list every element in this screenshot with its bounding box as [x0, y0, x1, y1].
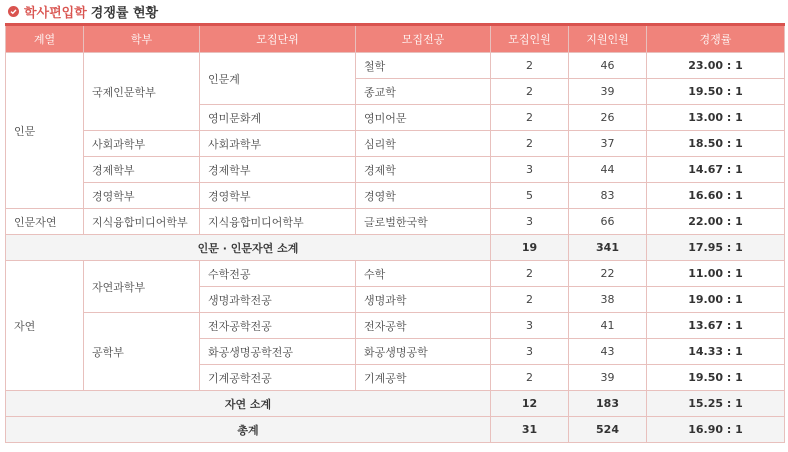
- header-rate: 경쟁률: [647, 25, 785, 53]
- major-cell: 영미어문: [356, 105, 491, 131]
- unit-cell: 인문계: [200, 53, 356, 105]
- quota-cell: 2: [491, 365, 569, 391]
- unit-cell: 경제학부: [200, 157, 356, 183]
- unit-cell: 기계공학전공: [200, 365, 356, 391]
- applicants-cell: 22: [569, 261, 647, 287]
- subtotal-row: [6, 391, 785, 417]
- total-quota: 31: [491, 417, 569, 443]
- subtotal-quota: 19: [491, 235, 569, 261]
- title-accent: 학사편입학: [24, 5, 87, 21]
- subtotal-label: 인문 · 인문자연 소계: [6, 235, 491, 261]
- faculty-cell: 경영학부: [84, 183, 200, 209]
- table-row: [6, 53, 785, 79]
- faculty-cell: 국제인문학부: [84, 53, 200, 131]
- applicants-cell: 66: [569, 209, 647, 235]
- table-row: [6, 131, 785, 157]
- applicants-cell: 83: [569, 183, 647, 209]
- applicants-cell: 44: [569, 157, 647, 183]
- subtotal-rate: 17.95 : 1: [647, 235, 785, 261]
- table-row: [6, 313, 785, 339]
- field-cell: 인문: [6, 53, 84, 209]
- quota-cell: 2: [491, 261, 569, 287]
- rate-cell: 19.00 : 1: [647, 287, 785, 313]
- unit-cell: 경영학부: [200, 183, 356, 209]
- table-row: [6, 209, 785, 235]
- header-field: 계열: [6, 25, 84, 53]
- rate-cell: 22.00 : 1: [647, 209, 785, 235]
- table-row: [6, 157, 785, 183]
- unit-cell: 수학전공: [200, 261, 356, 287]
- faculty-cell: 경제학부: [84, 157, 200, 183]
- unit-cell: 영미문화계: [200, 105, 356, 131]
- total-rate: 16.90 : 1: [647, 417, 785, 443]
- rate-cell: 23.00 : 1: [647, 53, 785, 79]
- field-cell: 인문자연: [6, 209, 84, 235]
- total-applicants: 524: [569, 417, 647, 443]
- unit-cell: 전자공학전공: [200, 313, 356, 339]
- major-cell: 심리학: [356, 131, 491, 157]
- total-row: [6, 417, 785, 443]
- rate-cell: 19.50 : 1: [647, 365, 785, 391]
- unit-cell: 지식융합미디어학부: [200, 209, 356, 235]
- header-quota: 모집인원: [491, 25, 569, 53]
- subtotal-label: 자연 소계: [6, 391, 491, 417]
- header-faculty: 학부: [84, 25, 200, 53]
- major-cell: 철학: [356, 53, 491, 79]
- title-text: 경쟁률 현황: [90, 5, 159, 21]
- quota-cell: 5: [491, 183, 569, 209]
- subtotal-rate: 15.25 : 1: [647, 391, 785, 417]
- quota-cell: 2: [491, 53, 569, 79]
- applicants-cell: 39: [569, 365, 647, 391]
- check-circle-icon: [8, 6, 19, 17]
- quota-cell: 3: [491, 209, 569, 235]
- quota-cell: 3: [491, 157, 569, 183]
- rate-cell: 16.60 : 1: [647, 183, 785, 209]
- faculty-cell: 사회과학부: [84, 131, 200, 157]
- major-cell: 전자공학: [356, 313, 491, 339]
- header-applicants: 지원인원: [569, 25, 647, 53]
- rate-cell: 14.67 : 1: [647, 157, 785, 183]
- rate-cell: 19.50 : 1: [647, 79, 785, 105]
- applicants-cell: 38: [569, 287, 647, 313]
- subtotal-applicants: 183: [569, 391, 647, 417]
- major-cell: 화공생명공학: [356, 339, 491, 365]
- table-header-row: [6, 25, 785, 53]
- header-unit: 모집단위: [200, 25, 356, 53]
- subtotal-applicants: 341: [569, 235, 647, 261]
- applicants-cell: 46: [569, 53, 647, 79]
- rate-cell: 14.33 : 1: [647, 339, 785, 365]
- faculty-cell: 자연과학부: [84, 261, 200, 313]
- field-cell: 자연: [6, 261, 84, 391]
- quota-cell: 3: [491, 339, 569, 365]
- major-cell: 글로벌한국학: [356, 209, 491, 235]
- rate-cell: 13.00 : 1: [647, 105, 785, 131]
- quota-cell: 2: [491, 105, 569, 131]
- faculty-cell: 지식융합미디어학부: [84, 209, 200, 235]
- subtotal-quota: 12: [491, 391, 569, 417]
- applicants-cell: 37: [569, 131, 647, 157]
- subtotal-row: [6, 235, 785, 261]
- quota-cell: 2: [491, 79, 569, 105]
- table-row: [6, 183, 785, 209]
- major-cell: 경제학: [356, 157, 491, 183]
- rate-cell: 18.50 : 1: [647, 131, 785, 157]
- rate-cell: 11.00 : 1: [647, 261, 785, 287]
- table-row: [6, 261, 785, 287]
- applicants-cell: 41: [569, 313, 647, 339]
- section-title: [0, 0, 788, 22]
- competition-rate-table: [5, 23, 785, 443]
- unit-cell: 생명과학전공: [200, 287, 356, 313]
- total-label: 총계: [6, 417, 491, 443]
- applicants-cell: 39: [569, 79, 647, 105]
- header-major: 모집전공: [356, 25, 491, 53]
- major-cell: 종교학: [356, 79, 491, 105]
- unit-cell: 화공생명공학전공: [200, 339, 356, 365]
- quota-cell: 2: [491, 287, 569, 313]
- applicants-cell: 26: [569, 105, 647, 131]
- unit-cell: 사회과학부: [200, 131, 356, 157]
- major-cell: 생명과학: [356, 287, 491, 313]
- quota-cell: 2: [491, 131, 569, 157]
- quota-cell: 3: [491, 313, 569, 339]
- faculty-cell: 공학부: [84, 313, 200, 391]
- applicants-cell: 43: [569, 339, 647, 365]
- rate-cell: 13.67 : 1: [647, 313, 785, 339]
- major-cell: 기계공학: [356, 365, 491, 391]
- major-cell: 경영학: [356, 183, 491, 209]
- major-cell: 수학: [356, 261, 491, 287]
